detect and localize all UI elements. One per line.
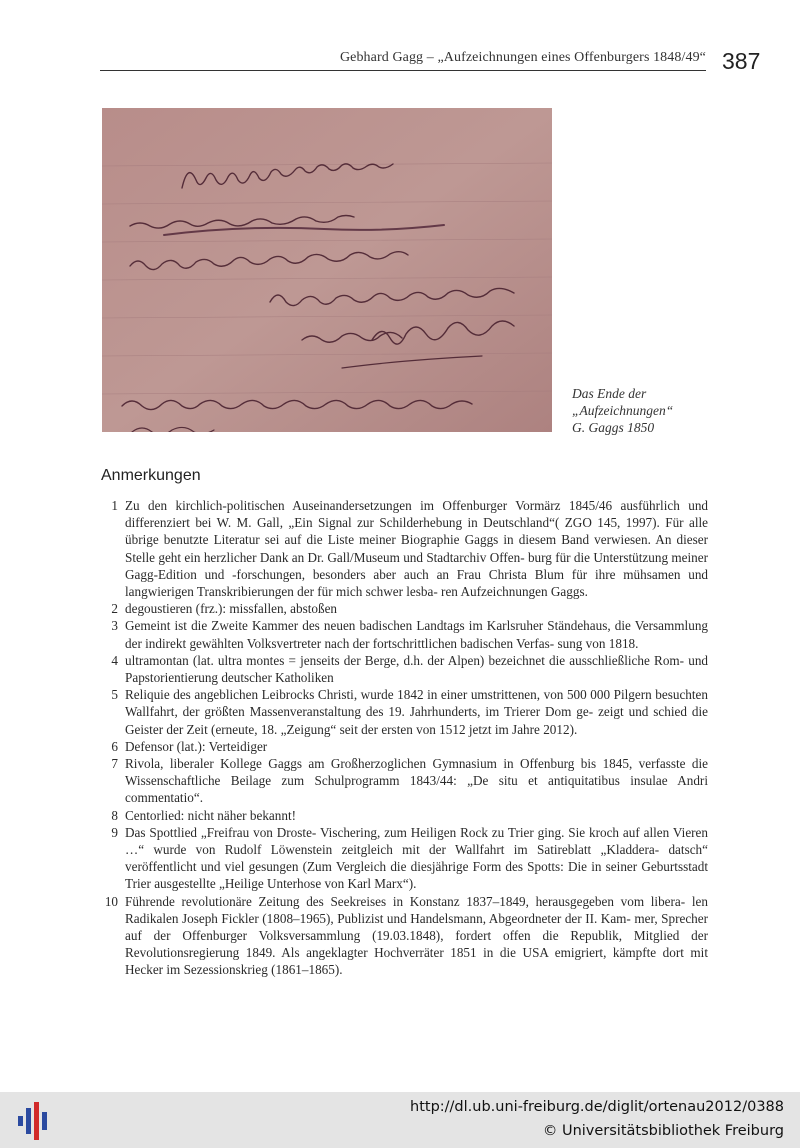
page-number: 387 xyxy=(722,48,761,74)
footnote-line: seiner Geburtsstadt Trier ausgestellte „Heilige Unterhose von Karl Marx“). xyxy=(125,859,708,892)
footnote-line: Führende revolutionäre Zeitung des Seekreises in Konstanz 1837–1849, herausgegeben vom libera- xyxy=(125,893,686,909)
footnote-line: ren Aufzeichnungen Gaggs. xyxy=(441,584,588,600)
manuscript-photo xyxy=(102,108,552,432)
footnote-7 xyxy=(100,755,708,807)
footnote-number: 3 xyxy=(111,618,118,634)
footnote-line: Das Spottlied „Freifrau von Droste- Vischering, zum Heiligen Rock zu Trier ging. Sie kroch auf allen xyxy=(125,824,670,840)
footnote-line: len Radikalen Joseph Fickler (1808–1965), Publizist und Handelsmann, Abgeordneter der II. Kam- xyxy=(125,893,708,926)
caption-line: „Aufzeichnungen“ xyxy=(572,403,674,418)
footnote-text xyxy=(125,687,708,736)
footnote-number: 5 xyxy=(111,687,118,703)
footnote-5 xyxy=(100,686,708,738)
footnote-2 xyxy=(100,600,708,617)
footnote-line: 2012). xyxy=(543,721,578,737)
footnote-text xyxy=(125,894,708,978)
library-logo xyxy=(14,1100,54,1147)
figure-caption xyxy=(572,385,742,436)
footnote-line: kämpfte dort mit Hecker im Sezessionskrieg (1861–1865). xyxy=(125,945,708,978)
footnote-10 xyxy=(100,893,708,979)
footnote-line: Rivola, liberaler Kollege Gaggs am Großherzoglichen Gymnasium in Offenburg bis 1845, verfasste xyxy=(125,756,686,772)
footnote-line: mer, Sprecher auf der Offenburger Volksversammlung (19.03.1848), fordert offen die Republik, xyxy=(125,910,709,944)
footnote-number: 1 xyxy=(111,498,118,513)
footnote-line: burg für die Unterstützung meiner Gagg-Edition und -forschungen, besonders aber auch an Frau xyxy=(125,549,708,582)
footnote-4 xyxy=(100,652,708,686)
footnote-6 xyxy=(100,738,708,755)
running-title: Gebhard Gagg – „Aufzeichnungen eines Offenburgers 1848/49“ xyxy=(339,50,706,65)
footnote-line: Andri commentatio“. xyxy=(125,773,708,806)
footnote-1 xyxy=(100,497,708,600)
footnote-text xyxy=(125,653,708,685)
caption-line: Das Ende der xyxy=(572,386,647,401)
footnote-line: zeigt und schied die Geister der Zeit (erneute, 18. „Zeigung“ seit der ersten von 1512 jetzt im Jahre xyxy=(125,704,709,737)
caption-line: G. Gaggs 1850 xyxy=(572,420,655,435)
footnote-line: Defensor (lat.): Verteidiger xyxy=(125,738,268,754)
footnote-number: 4 xyxy=(111,652,118,668)
footnote-line: besuchten Wallfahrt, der größten Massenveranstaltung des 19. Jahrhunderts, im Trierer Dom ge- xyxy=(125,687,708,720)
footnote-line: degoustieren (frz.): missfallen, abstoßen xyxy=(125,601,338,617)
footer-bar xyxy=(0,1092,800,1148)
footnote-line: verwiesen. An dieser Stelle geht ein herzlicher Dank an Dr. Gall/Museum und Stadtarchiv Offen- xyxy=(125,532,709,565)
footnote-number: 9 xyxy=(111,824,118,840)
footnote-line: Zu den kirchlich-politischen Auseinandersetzungen im Offenburger Vormärz 1845/46 ausführlich xyxy=(125,498,680,513)
notes-list xyxy=(100,497,708,979)
section-heading: Anmerkungen xyxy=(101,467,201,484)
footer-copyright: © Universitätsbibliothek Freiburg xyxy=(542,1123,784,1139)
footnote-line: Reliquie des angeblichen Leibrocks Christi, wurde 1842 in einer umstrittenen, von 500 000 Pilgern xyxy=(125,687,652,703)
footnote-number: 7 xyxy=(111,756,118,772)
footnote-line: Rom- und Papstorientierung deutscher Katholiken xyxy=(125,652,709,686)
footnote-number: 8 xyxy=(111,807,118,823)
footnote-line: Vieren …“ wurde von Rudolf Löwenstein zeitgleich mit der Wallfahrt im Satireblatt „Kladdera- xyxy=(125,824,709,858)
footnote-text xyxy=(125,498,708,599)
footnote-line: Mitglied der Revolutionsregierung 1849. Als angeklagter Hochverräter 1851 in die USA emigriert, xyxy=(125,928,709,961)
footnote-line: datsch“ veröffentlicht und viel gesungen (Zum Vergleich die diesjährige Form des Spotts: Die in xyxy=(125,842,708,875)
footnote-line: Christa Blum für ihre mühsamen und langwierigen Transkribierungen der für mich schwer lesba- xyxy=(125,566,709,600)
footnote-text xyxy=(125,618,708,650)
footnote-number: 10 xyxy=(104,893,118,909)
footnote-text xyxy=(125,756,708,805)
footnote-line: und differenziert bei W. M. Gall, „Ein Signal zur Schilderhebung in Deutschland“( ZGO 145, xyxy=(125,498,708,531)
running-head xyxy=(100,48,706,71)
footnote-number: 6 xyxy=(111,738,118,754)
footnote-text xyxy=(125,601,337,616)
footnote-8 xyxy=(100,807,708,824)
footnote-line: 1997). Für alle übrige benutzte Literatur sei auf die Liste meiner Biographie Gaggs in diesem Band xyxy=(125,515,709,548)
footnote-9 xyxy=(100,824,708,893)
footnote-number: 2 xyxy=(111,601,118,617)
footnote-line: die Wissenschaftliche Beilage zum Schulprogramm 1843/44: „De situ et antiquitatibus insulae xyxy=(125,756,709,789)
footnote-line: Versammlung der indirekt gewählten Volksvertreter nach der fortschrittlichen badischen Verfas- xyxy=(125,618,709,651)
footnote-text xyxy=(125,825,708,892)
footnote-line: ultramontan (lat. ultra montes = jenseits der Berge, d.h. der Alpen) bezeichnet die ausschließliche xyxy=(125,652,650,668)
footnote-text xyxy=(125,739,267,754)
footnote-line: sung von 1818. xyxy=(557,635,639,651)
footnote-text xyxy=(125,808,296,823)
handwriting-image xyxy=(102,108,552,432)
footnote-line: Gemeint ist die Zweite Kammer des neuen badischen Landtags im Karlsruher Ständehaus, die xyxy=(125,618,631,634)
footnote-line: Centorlied: nicht näher bekannt! xyxy=(125,807,297,823)
footer-url-link[interactable]: http://dl.ub.uni-freiburg.de/diglit/ortenau2012/0388 xyxy=(410,1099,784,1115)
footnote-3 xyxy=(100,617,708,651)
